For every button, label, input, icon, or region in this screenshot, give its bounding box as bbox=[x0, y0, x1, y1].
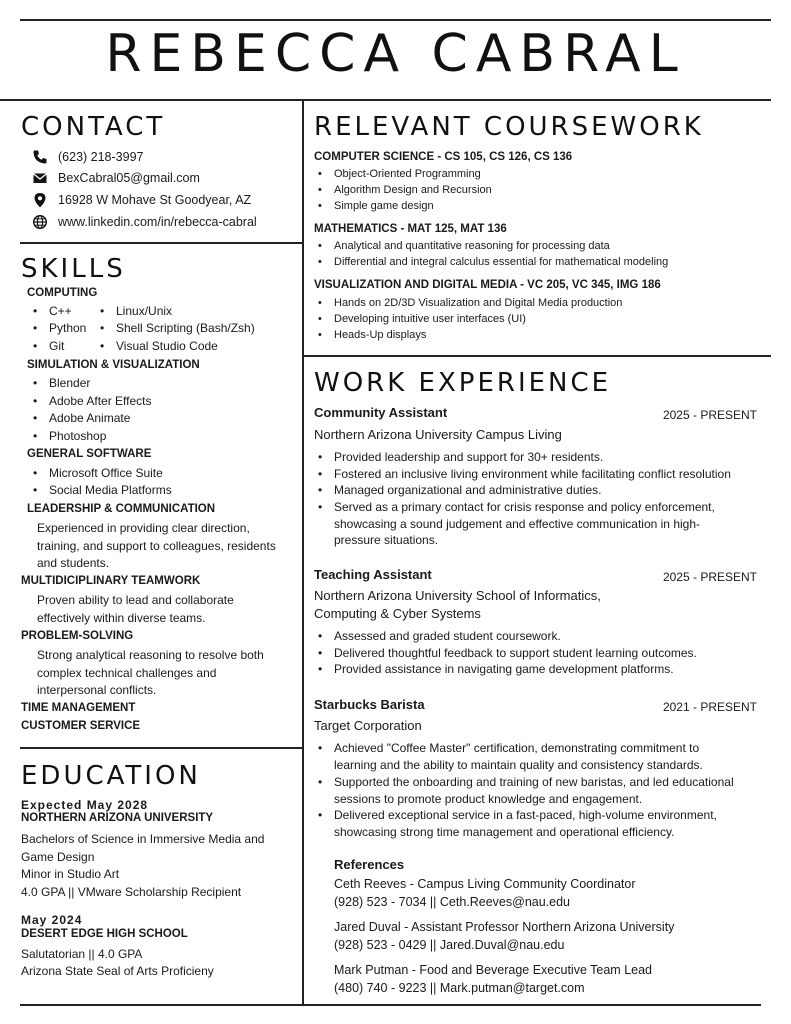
education-detail: 4.0 GPA || VMware Scholarship Recipient bbox=[21, 885, 242, 899]
email-icon bbox=[32, 170, 48, 186]
work-heading: WORK EXPERIENCE bbox=[314, 368, 612, 398]
list-item: • Python bbox=[33, 321, 86, 336]
skill-description: Strong analytical reasoning to resolve both bbox=[37, 648, 264, 662]
left-rule-2 bbox=[20, 747, 303, 749]
column-divider bbox=[302, 99, 304, 1005]
job-organization: Northern Arizona University School of Informatics, bbox=[314, 588, 601, 603]
list-item: • Provided assistance in navigating game development platforms. bbox=[318, 661, 774, 678]
job-dates: 2025 - PRESENT bbox=[662, 570, 757, 584]
job-dates: 2025 - PRESENT bbox=[662, 408, 757, 422]
list-item: • Heads-Up displays bbox=[318, 328, 426, 342]
list-item: • Simple game design bbox=[318, 199, 434, 213]
list-item: • Fostered an inclusive living environment while facilitating conflict resolution bbox=[318, 466, 774, 483]
globe-icon bbox=[32, 214, 48, 230]
left-rule-1 bbox=[20, 242, 303, 244]
list-item: • Supported the onboarding and training of new baristas, and led educational sessions to promote product knowledge and engagement. bbox=[318, 774, 734, 807]
job-title: Starbucks Barista bbox=[314, 697, 425, 712]
reference-contact: (480) 740 - 9223 || Mark.putman@target.com bbox=[334, 981, 585, 995]
education-date: May 2024 bbox=[21, 913, 83, 927]
education-date: Expected May 2028 bbox=[21, 798, 149, 812]
skill-description: Proven ability to lead and collaborate bbox=[37, 593, 234, 607]
list-item: • Delivered thoughtful feedback to support student learning outcomes. bbox=[318, 645, 774, 662]
skill-category-label: SIMULATION & VISUALIZATION bbox=[27, 359, 200, 371]
skill-category-label: MULTIDICIPLINARY TEAMWORK bbox=[21, 575, 201, 587]
job-organization: Computing & Cyber Systems bbox=[314, 606, 481, 621]
list-item: • Developing intuitive user interfaces (UI) bbox=[318, 312, 526, 326]
skill-description: complex technical challenges and bbox=[37, 666, 217, 680]
education-detail: Salutatorian || 4.0 GPA bbox=[21, 947, 143, 961]
linkedin-url[interactable]: www.linkedin.com/in/rebecca-cabral bbox=[58, 215, 257, 229]
skill-description: training, and support to colleagues, residents bbox=[37, 539, 276, 553]
job-dates: 2021 - PRESENT bbox=[662, 700, 757, 714]
list-item: • Adobe After Effects bbox=[33, 394, 152, 409]
candidate-name: REBECCA CABRAL bbox=[105, 24, 686, 84]
list-item: • Linux/Unix bbox=[100, 304, 172, 319]
list-item: • Analytical and quantitative reasoning for processing data bbox=[318, 239, 610, 253]
education-detail: Bachelors of Science in Immersive Media and bbox=[21, 832, 265, 846]
references-heading: References bbox=[334, 857, 405, 872]
email-address: BexCabral05@gmail.com bbox=[58, 171, 200, 185]
bottom-rule bbox=[20, 1004, 761, 1006]
job-title: Community Assistant bbox=[314, 405, 448, 420]
course-group-label: MATHEMATICS - MAT 125, MAT 136 bbox=[314, 223, 507, 235]
school-name: NORTHERN ARIZONA UNIVERSITY bbox=[21, 812, 214, 824]
right-rule-1 bbox=[303, 355, 771, 357]
job-organization: Northern Arizona University Campus Living bbox=[314, 427, 562, 442]
reference-contact: (928) 523 - 7034 || Ceth.Reeves@nau.edu bbox=[334, 895, 570, 909]
list-item: • Social Media Platforms bbox=[33, 483, 172, 498]
list-item: • Blender bbox=[33, 376, 90, 391]
job-title: Teaching Assistant bbox=[314, 567, 432, 582]
list-item: • Assessed and graded student coursework. bbox=[318, 628, 774, 645]
phone-icon bbox=[32, 149, 48, 165]
education-detail: Minor in Studio Art bbox=[21, 867, 120, 881]
list-item: • Microsoft Office Suite bbox=[33, 466, 163, 481]
header-rule bbox=[0, 99, 771, 101]
location-pin-icon bbox=[32, 192, 48, 208]
coursework-heading: RELEVANT COURSEWORK bbox=[314, 112, 704, 142]
top-rule bbox=[20, 19, 771, 21]
skill-description: effectively within diverse teams. bbox=[37, 611, 206, 625]
skill-description: Experienced in providing clear direction, bbox=[37, 521, 250, 535]
list-item: • Provided leadership and support for 30+ residents. bbox=[318, 449, 774, 466]
skills-heading: SKILLS bbox=[21, 254, 126, 284]
address: 16928 W Mohave St Goodyear, AZ bbox=[58, 193, 252, 207]
skill-category-label: CUSTOMER SERVICE bbox=[21, 720, 141, 732]
phone-number: (623) 218-3997 bbox=[58, 150, 144, 164]
list-item: • Algorithm Design and Recursion bbox=[318, 183, 492, 197]
skill-description: and students. bbox=[37, 556, 110, 570]
list-item: • Delivered exceptional service in a fast-paced, high-volume environment, showcasing strong time management and operational efficiency. bbox=[318, 807, 734, 840]
reference-name: Ceth Reeves - Campus Living Community Coordinator bbox=[334, 877, 636, 891]
course-group-label: COMPUTER SCIENCE - CS 105, CS 126, CS 136 bbox=[314, 151, 573, 163]
skill-category-label: TIME MANAGEMENT bbox=[21, 702, 136, 714]
list-item: • Git bbox=[33, 339, 64, 354]
list-item: • Managed organizational and administrative duties. bbox=[318, 482, 774, 499]
skill-category-label: PROBLEM-SOLVING bbox=[21, 630, 134, 642]
skill-category-label: COMPUTING bbox=[27, 287, 98, 299]
skill-category-label: LEADERSHIP & COMMUNICATION bbox=[27, 503, 216, 515]
reference-name: Mark Putman - Food and Beverage Executive Team Lead bbox=[334, 963, 652, 977]
contact-heading: CONTACT bbox=[21, 112, 166, 142]
skill-category-label: GENERAL SOFTWARE bbox=[27, 448, 152, 460]
course-group-label: VISUALIZATION AND DIGITAL MEDIA - VC 205, VC 345, IMG 186 bbox=[314, 279, 661, 291]
education-heading: EDUCATION bbox=[21, 761, 201, 791]
education-detail: Arizona State Seal of Arts Proficieny bbox=[21, 964, 214, 978]
list-item: • Served as a primary contact for crisis response and policy enforcement, showcasing a sound judgement and effective communication in high-pressure situations. bbox=[318, 499, 734, 549]
skill-description: interpersonal conflicts. bbox=[37, 683, 157, 697]
list-item: • Visual Studio Code bbox=[100, 339, 218, 354]
list-item: • Achieved "Coffee Master" certification, demonstrating commitment to learning and the ability to maintain quality and consistency standards. bbox=[318, 740, 734, 773]
reference-contact: (928) 523 - 0429 || Jared.Duval@nau.edu bbox=[334, 938, 565, 952]
education-detail: Game Design bbox=[21, 850, 95, 864]
list-item: • Hands on 2D/3D Visualization and Digital Media production bbox=[318, 296, 622, 310]
list-item: • Differential and integral calculus essential for mathematical modeling bbox=[318, 255, 668, 269]
list-item: • Photoshop bbox=[33, 429, 106, 444]
list-item: • Adobe Animate bbox=[33, 411, 130, 426]
reference-name: Jared Duval - Assistant Professor Northern Arizona University bbox=[334, 920, 675, 934]
list-item: • Object-Oriented Programming bbox=[318, 167, 481, 181]
list-item: • Shell Scripting (Bash/Zsh) bbox=[100, 321, 255, 336]
school-name: DESERT EDGE HIGH SCHOOL bbox=[21, 928, 188, 940]
job-organization: Target Corporation bbox=[314, 718, 422, 733]
list-item: • C++ bbox=[33, 304, 72, 319]
